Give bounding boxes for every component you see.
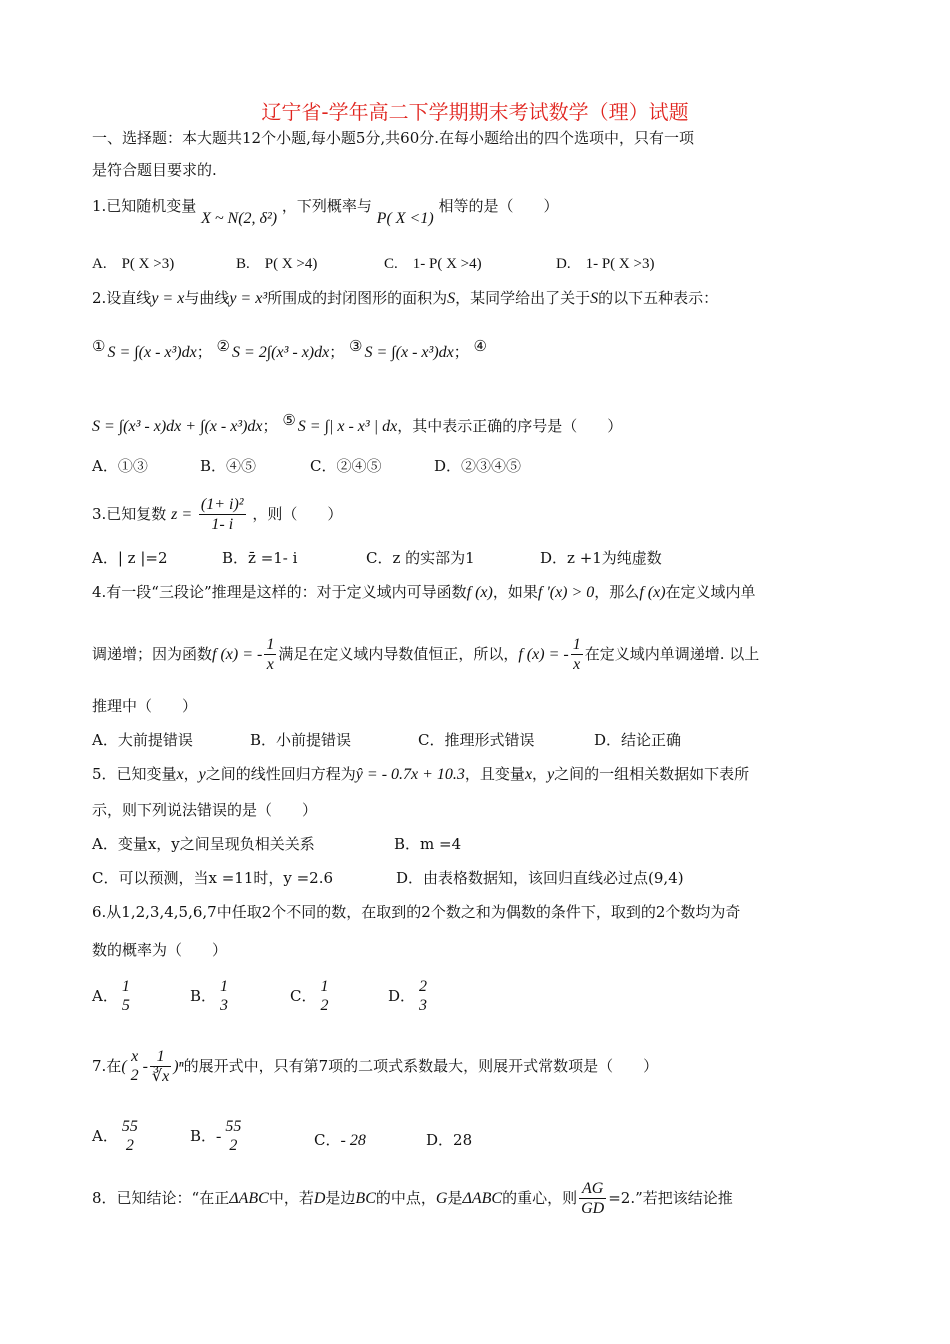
question-3 [92,494,342,535]
q7-b-den: 2 [229,1137,238,1154]
q4-text-b: ，如果 [492,583,538,601]
q3-option-a: A．| z |=2 [92,549,168,567]
q4-option-b: B．小前提错误 [250,731,352,749]
q4-option-d: D．结论正确 [594,731,682,749]
q7-b-frac [223,1118,243,1156]
q7-b-sign: - [216,1128,222,1145]
q7-a-frac [120,1118,140,1156]
q7-frac2-den: ∛x [151,1067,170,1085]
q2-formula-3: S = ∫(x - x³)dx [364,344,454,361]
q6-b-label: B． [190,987,217,1005]
q2-formulas-row2 [92,410,622,437]
q8-text-g: =2.”若把该结论推 [608,1189,733,1207]
q3-numerator: (1+ i)² [200,495,244,513]
q4-option-c: C．推理形式错误 [418,731,535,749]
q2-text-e: 的以下五种表示： [598,289,719,307]
q8-ratio-den: GD [581,1199,605,1217]
q4-text-e: 调递增；因为函数 [92,645,213,663]
q4-func-1: f (x) = - [212,646,263,663]
q6-a-num: 1 [121,978,130,995]
q1-text-suffix: 相等的是（ ） [438,197,559,215]
q7-frac2-num: 1 [150,1048,171,1067]
q6-option-b [190,978,232,1016]
q8-text-a: 8．已知结论：“在正 [92,1189,230,1207]
q7-a-num: 55 [121,1118,138,1135]
q1-probability: P( X <1) [376,210,434,227]
question-4-line3: 推理中（ ） [92,697,198,715]
q2-sep: ； [453,343,469,361]
question-5-line2: 示，则下列说法错误的是（ ） [92,801,318,819]
q7-text: 7.在 [92,1057,122,1075]
q7-suffix: 的展开式中，只有第7项的二项式系数最大，则展开式常数项是（ ） [183,1057,659,1075]
q5-text-c: 之间的线性回归方程为 [205,765,356,783]
question-6-line1: 6.从1,2,3,4,5,6,7中任取2个不同的数，在取到的2个数之和为偶数的条件下，取到的2个数均为奇 [92,903,741,921]
question-2 [92,288,718,309]
circle-1-mark: ① [92,337,106,355]
q6-option-c [290,978,332,1016]
q3-z: z = [171,506,193,523]
q1-option-d: D. 1- P( X >3) [556,256,655,272]
q2-option-a: A．①③ [92,457,148,475]
q5-y2: y [547,766,555,783]
q3-denominator: 1- i [211,515,234,533]
q5-option-d: D．由表格数据知，该回归直线必过点(9,4) [396,869,684,887]
q3-fraction [199,496,246,535]
q2-text-d: ，某同学给出了关于 [455,289,591,307]
q6-c-label: C． [290,987,317,1005]
q8-text-c: 是边 [325,1189,356,1207]
q7-d-label: D． [426,1131,454,1149]
q5-text-b: ， [183,765,199,783]
q7-d-value: 28 [453,1131,473,1149]
q7-option-a [92,1118,142,1156]
q2-formula-2: S = 2∫(x³ - x)dx [231,344,330,361]
q7-a-den: 2 [125,1137,134,1154]
q4-text-g: 在定义域内单调递增. 以上 [584,645,760,663]
q8-d: D [313,1190,326,1207]
q2-option-d: D．②③④⑤ [434,457,522,475]
q2-formulas-row1 [92,336,489,363]
q1-distribution: X ~ N(2, δ²) [201,210,278,227]
q2-formula-1: S = ∫(x - x³)dx [107,344,197,361]
question-4-line2 [92,634,759,675]
q4-text-f: 满足在定义域内导数值恒正，所以， [278,645,519,663]
q5-text-e: 之间的一组相关数据如下表所 [554,765,750,783]
q8-triangle: ΔABC [229,1190,269,1207]
q2-formula-4: S = ∫(x³ - x)dx + ∫(x - x³)dx [92,418,263,435]
q7-minus: - [142,1058,148,1075]
q1-option-c: C. 1- P( X >4) [384,256,482,272]
q4-func-2: f (x) = - [518,646,569,663]
q2-line: y = x [151,290,185,307]
q8-ratio [579,1180,606,1219]
q4-text-d: 在定义域内单 [665,583,756,601]
q1-text-mid: ，下列概率与 [281,197,372,215]
q6-b-den: 3 [220,997,229,1014]
q4-frac-2 [571,636,583,675]
circle-3-mark: ③ [349,337,363,355]
q3-text: 3.已知复数 [92,505,167,523]
q2-curve: y = x³ [229,290,268,307]
q8-triangle-2: ΔABC [462,1190,503,1207]
q5-x: x [176,766,184,783]
q7-frac1-num: x [131,1048,139,1065]
q2-text: 2.设直线 [92,289,152,307]
circle-2-mark: ② [216,337,230,355]
q3-option-c: C．z 的实部为1 [366,549,475,567]
q2-option-c: C．②④⑤ [310,457,382,475]
q6-a-frac [120,978,132,1016]
q8-ratio-num: AG [579,1180,606,1199]
q4-frac-1 [264,636,276,675]
q4-fx: f (x) [466,584,493,601]
q7-b-label: B． [190,1127,217,1145]
q6-d-den: 3 [419,997,428,1014]
q7-frac-2 [150,1048,171,1087]
q2-text-b: 与曲线 [184,289,230,307]
q2-s2: S [590,290,599,307]
q6-b-num: 1 [220,978,229,995]
q4-fpx: f '(x) > 0 [537,584,595,601]
q6-c-den: 2 [320,997,329,1014]
q8-g: G [435,1190,448,1207]
question-4-line1 [92,582,756,603]
q6-option-d [388,978,431,1016]
q3-option-b: B．z̄ =1- i [222,549,298,567]
q8-text-e: 是 [447,1189,463,1207]
q5-text-comma: ， [532,765,548,783]
q5-regression-eq: ŷ = - 0.7x + 10.3 [355,766,465,783]
q4-frac2-num: 1 [572,635,581,653]
q4-frac1-num: 1 [266,635,275,653]
q7-c-label: C． [314,1131,341,1149]
q2-sep: ； [196,343,212,361]
q6-c-num: 1 [320,978,329,995]
question-8 [92,1176,733,1221]
q2-sep: ； [262,417,278,435]
q3-suffix: ，则（ ） [252,505,343,523]
q7-paren-left: ( [121,1058,127,1075]
q5-option-c: C．可以预测，当x =11时，y =2.6 [92,869,334,887]
q6-a-label: A． [92,987,118,1005]
q5-y: y [198,766,206,783]
question-1 [92,196,559,227]
q8-text-f: 的重心，则 [502,1189,578,1207]
q8-bc: BC [355,1190,376,1207]
q4-frac1-den: x [266,655,274,673]
circle-5-mark: ⑤ [282,411,296,429]
section-heading-line1: 一、选择题：本大题共12个小题,每小题5分,共60分.在每小题给出的四个选项中，只有一项 [92,129,695,147]
q7-option-d [426,1130,472,1150]
q4-option-a: A．大前提错误 [92,731,193,749]
q8-text-b: 中，若 [268,1189,314,1207]
q2-s: S [447,290,456,307]
q2-tail: ，其中表示正确的序号是（ ） [397,417,623,435]
q6-b-frac [218,978,230,1016]
q4-frac2-den: x [573,655,581,673]
q1-option-b: B. P( X >4) [236,256,318,272]
question-5-line1 [92,764,749,785]
q1-text: 1.已知随机变量 [92,197,197,215]
q5-x2: x [524,766,533,783]
q7-b-num: 55 [225,1118,242,1135]
exam-title: 辽宁省-学年高二下学期期末考试数学（理）试题 [261,100,689,124]
q2-formula-5: S = ∫| x - x³ | dx [297,418,398,435]
q6-d-frac [417,978,429,1016]
q1-option-a: A. P( X >3) [92,256,175,272]
q7-frac1-den: 2 [130,1067,139,1084]
question-6-line2: 数的概率为（ ） [92,941,228,959]
q4-text-a: 4.有一段“三段论”推理是这样的：对于定义域内可导函数 [92,583,467,601]
section-heading-line2: 是符合题目要求的. [92,161,217,179]
q6-d-label: D． [388,987,416,1005]
q7-frac-1 [129,1048,141,1086]
q2-option-b: B．④⑤ [200,457,257,475]
q4-text-c: ，那么 [594,583,640,601]
q7-option-c [314,1130,366,1151]
q2-sep: ； [329,343,345,361]
q8-text-d: 的中点， [375,1189,436,1207]
q6-c-frac [318,978,330,1016]
question-7 [92,1046,658,1087]
q5-option-b: B．m =4 [394,835,462,853]
q3-option-d: D．z +1为纯虚数 [540,549,662,567]
q5-text-a: 5．已知变量 [92,765,177,783]
q7-c-value: - 28 [340,1132,366,1149]
q6-d-num: 2 [419,978,428,995]
q7-paren-right: )ⁿ [173,1058,184,1075]
q5-option-a: A．变量x，y之间呈现负相关关系 [92,835,315,853]
q4-fx2: f (x) [639,584,666,601]
q6-a-den: 5 [121,997,130,1014]
q7-a-label: A． [92,1127,118,1145]
circle-4-mark: ④ [473,337,487,355]
q6-option-a [92,978,134,1016]
q7-option-b [190,1118,245,1156]
q2-text-c: 所围成的封闭图形的面积为 [267,289,448,307]
q5-text-d: ，且变量 [464,765,525,783]
